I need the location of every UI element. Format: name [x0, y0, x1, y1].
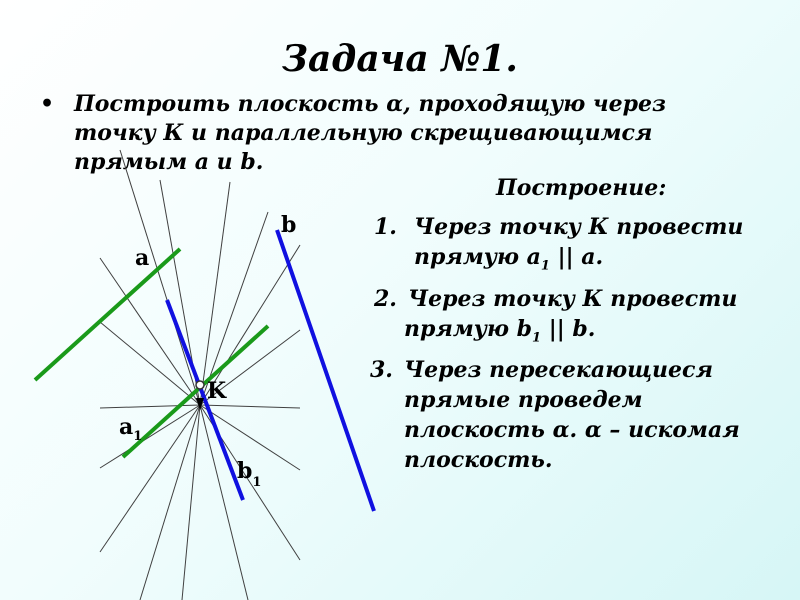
pencil-ray — [100, 322, 200, 405]
pencil-ray — [100, 405, 200, 468]
pencil-ray — [100, 258, 200, 405]
problem-line-1: Построить плоскость α, проходящую через — [74, 91, 667, 117]
step-line: прямую a — [414, 244, 541, 270]
label-b1-sub: 1 — [252, 475, 262, 490]
step-subscript: 1 — [540, 258, 550, 274]
step-subscript: 1 — [532, 330, 542, 346]
pencil-ray — [100, 405, 200, 408]
label-a: a — [135, 245, 150, 271]
step-line: прямую b — [404, 316, 533, 342]
step-line: || b. — [541, 316, 596, 342]
label-b1 — [237, 458, 261, 490]
step-number: 2. — [374, 286, 397, 312]
step-line: Через точку К провести — [408, 286, 738, 312]
vertex-marker — [196, 398, 204, 410]
label-b1-base: b — [237, 458, 253, 484]
pencil-ray — [200, 405, 248, 600]
page-title: Задача №1. — [282, 38, 518, 80]
step-number: 1. — [374, 214, 397, 240]
step-number: 3. — [370, 357, 393, 383]
label-a1-sub: 1 — [133, 429, 143, 444]
step-line: прямые проведем — [404, 387, 643, 413]
line-a1 — [123, 326, 268, 457]
step-line: плоскость α. α – искомая — [404, 417, 740, 443]
pencil-ray — [120, 150, 200, 405]
step-line: || a. — [549, 244, 604, 270]
pencil-ray — [100, 405, 200, 552]
pencil-of-lines — [100, 150, 300, 600]
construction-heading: Построение: — [496, 175, 667, 201]
bullet-icon: • — [40, 91, 55, 117]
point-k-marker — [196, 381, 204, 389]
step-line: Через пересекающиеся — [404, 357, 713, 383]
label-a1-base: a — [119, 414, 134, 440]
line-b1 — [167, 300, 243, 500]
problem-line-3: прямым a и b. — [74, 149, 264, 175]
step-line: плоскость. — [404, 447, 553, 473]
problem-line-2: точку К и параллельную скрещивающимся — [74, 120, 653, 146]
label-k: K — [207, 378, 227, 404]
label-a1 — [119, 414, 142, 444]
pencil-ray — [200, 405, 300, 408]
line-b — [277, 230, 374, 511]
step-line: Через точку К провести — [414, 214, 744, 240]
label-b: b — [281, 212, 297, 238]
